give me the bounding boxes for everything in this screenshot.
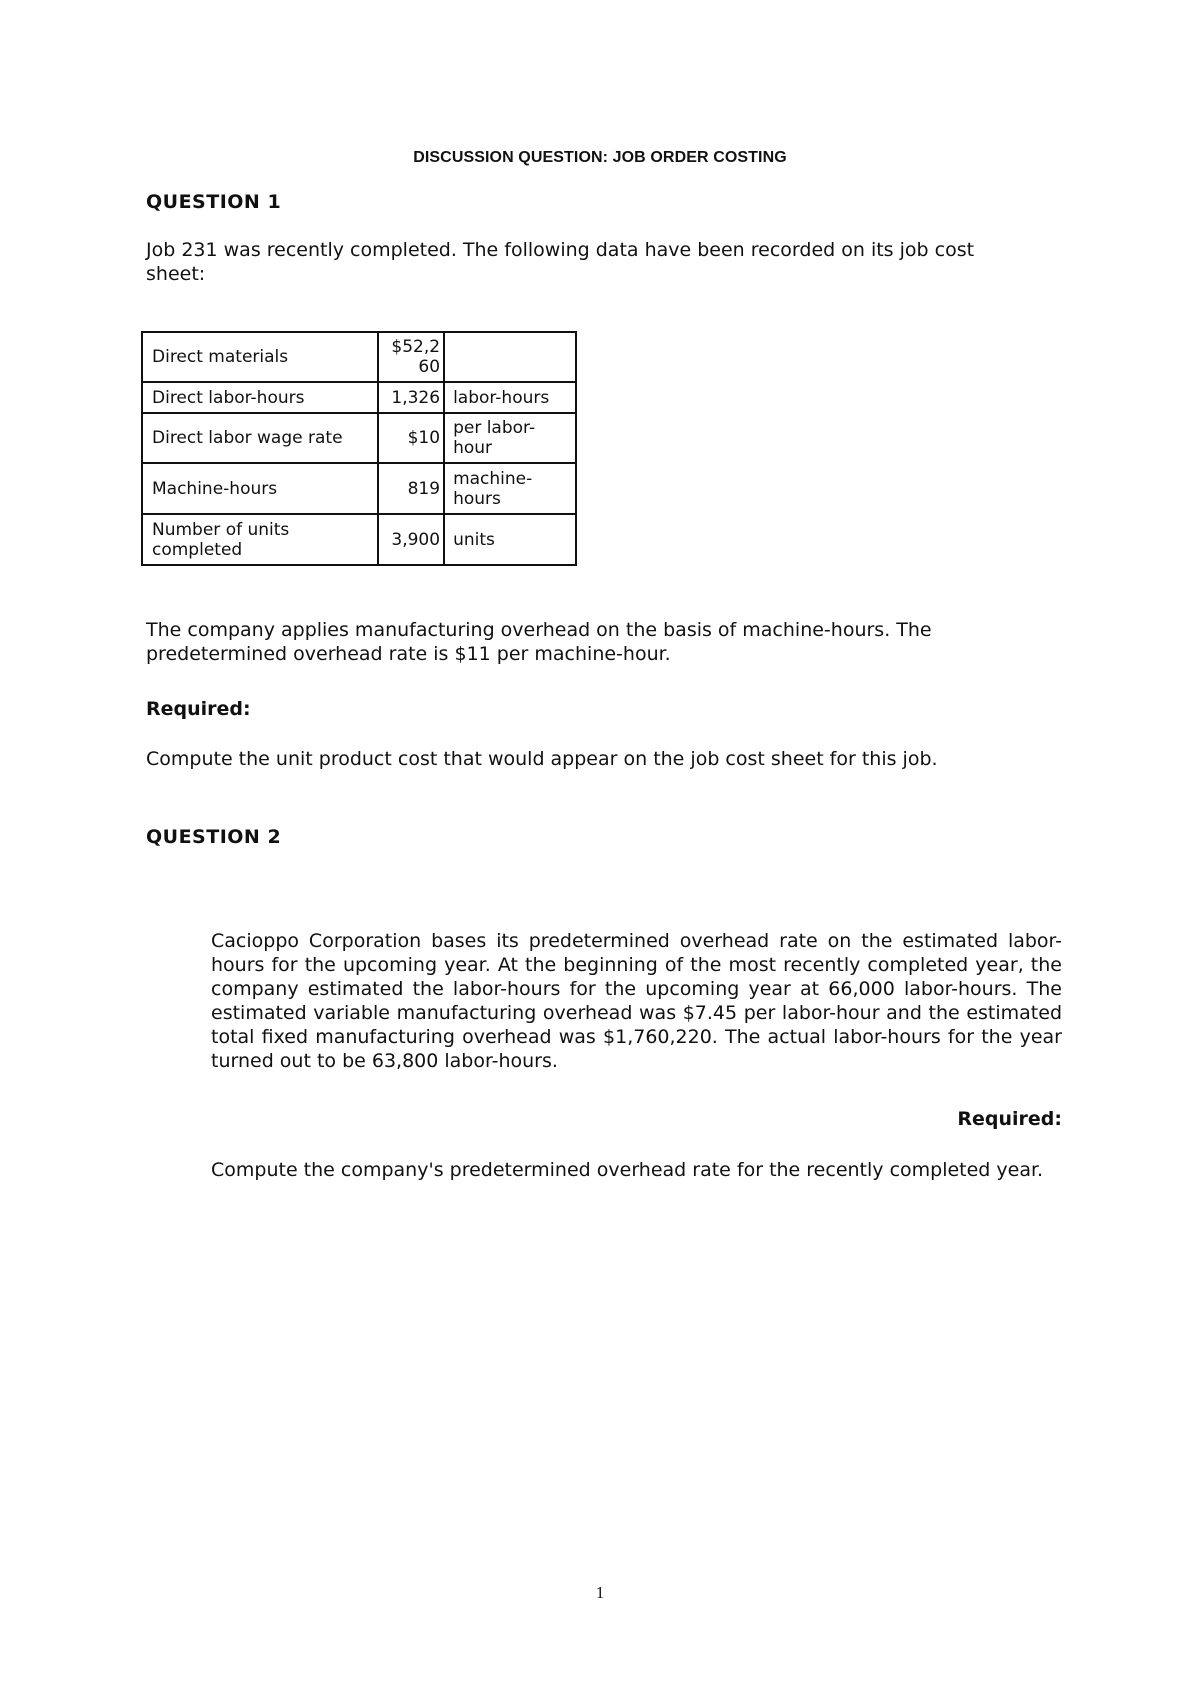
table-cell-unit: labor-hours: [444, 382, 576, 413]
table-row: [142, 332, 576, 382]
table-cell-label: Direct materials: [142, 332, 378, 382]
table-cell-value: 1,326: [378, 382, 444, 413]
table-cell-value: $10: [378, 413, 444, 463]
table-cell-label: Direct labor wage rate: [142, 413, 378, 463]
page-number: 1: [595, 1583, 605, 1602]
table-cell-unit: [444, 332, 576, 382]
table-cell-value: $52,260: [378, 332, 444, 382]
question-2-body: Cacioppo Corporation bases its predetermined overhead rate on the estimated labor-hours for the upcoming year. At the beginning of the most recently completed year, the company estimated the labor-hours for the upcoming year at 66,000 labor-hours. The estimated variable manufacturing overhead was $7.45 per labor-hour and the estimated total fixed manufacturing overhead was $1,760,220. The actual labor-hours for the year turned out to be 63,800 labor-hours.: [211, 930, 1062, 1072]
question-1-heading: QUESTION 1: [146, 191, 282, 213]
document-title: DISCUSSION QUESTION: JOB ORDER COSTING: [413, 149, 787, 166]
table-cell-label: Machine-hours: [142, 463, 378, 514]
question-2-required-label: Required:: [957, 1108, 1062, 1130]
table-cell-unit: units: [444, 514, 576, 565]
table-row: [142, 514, 576, 565]
question-1-intro-line-1: Job 231 was recently completed. The following data have been recorded on its job cost: [146, 239, 975, 261]
table-cell-value: 819: [378, 463, 444, 514]
question-1-required-text: Compute the unit product cost that would appear on the job cost sheet for this job.: [146, 748, 938, 770]
table-cell-label: Direct labor-hours: [142, 382, 378, 413]
table-cell-label: Number of units completed: [142, 514, 378, 565]
question-1-overhead-line-2: predetermined overhead rate is $11 per machine-hour.: [146, 643, 671, 665]
table-row: [142, 413, 576, 463]
table-cell-value: 3,900: [378, 514, 444, 565]
table-cell-unit: per labor-hour: [444, 413, 576, 463]
job-cost-table: [141, 331, 577, 566]
table-row: [142, 382, 576, 413]
question-1-intro: [146, 238, 1086, 286]
question-2-heading: QUESTION 2: [146, 826, 282, 848]
question-1-required-label: Required:: [146, 698, 251, 720]
question-1-overhead-text: [146, 618, 1086, 666]
question-1-intro-line-2: sheet:: [146, 263, 206, 285]
table-row: [142, 463, 576, 514]
question-2-required-text: Compute the company's predetermined overhead rate for the recently completed year.: [211, 1159, 1044, 1181]
question-1-overhead-line-1: The company applies manufacturing overhead on the basis of machine-hours. The: [146, 619, 932, 641]
table-cell-unit: machine-hours: [444, 463, 576, 514]
